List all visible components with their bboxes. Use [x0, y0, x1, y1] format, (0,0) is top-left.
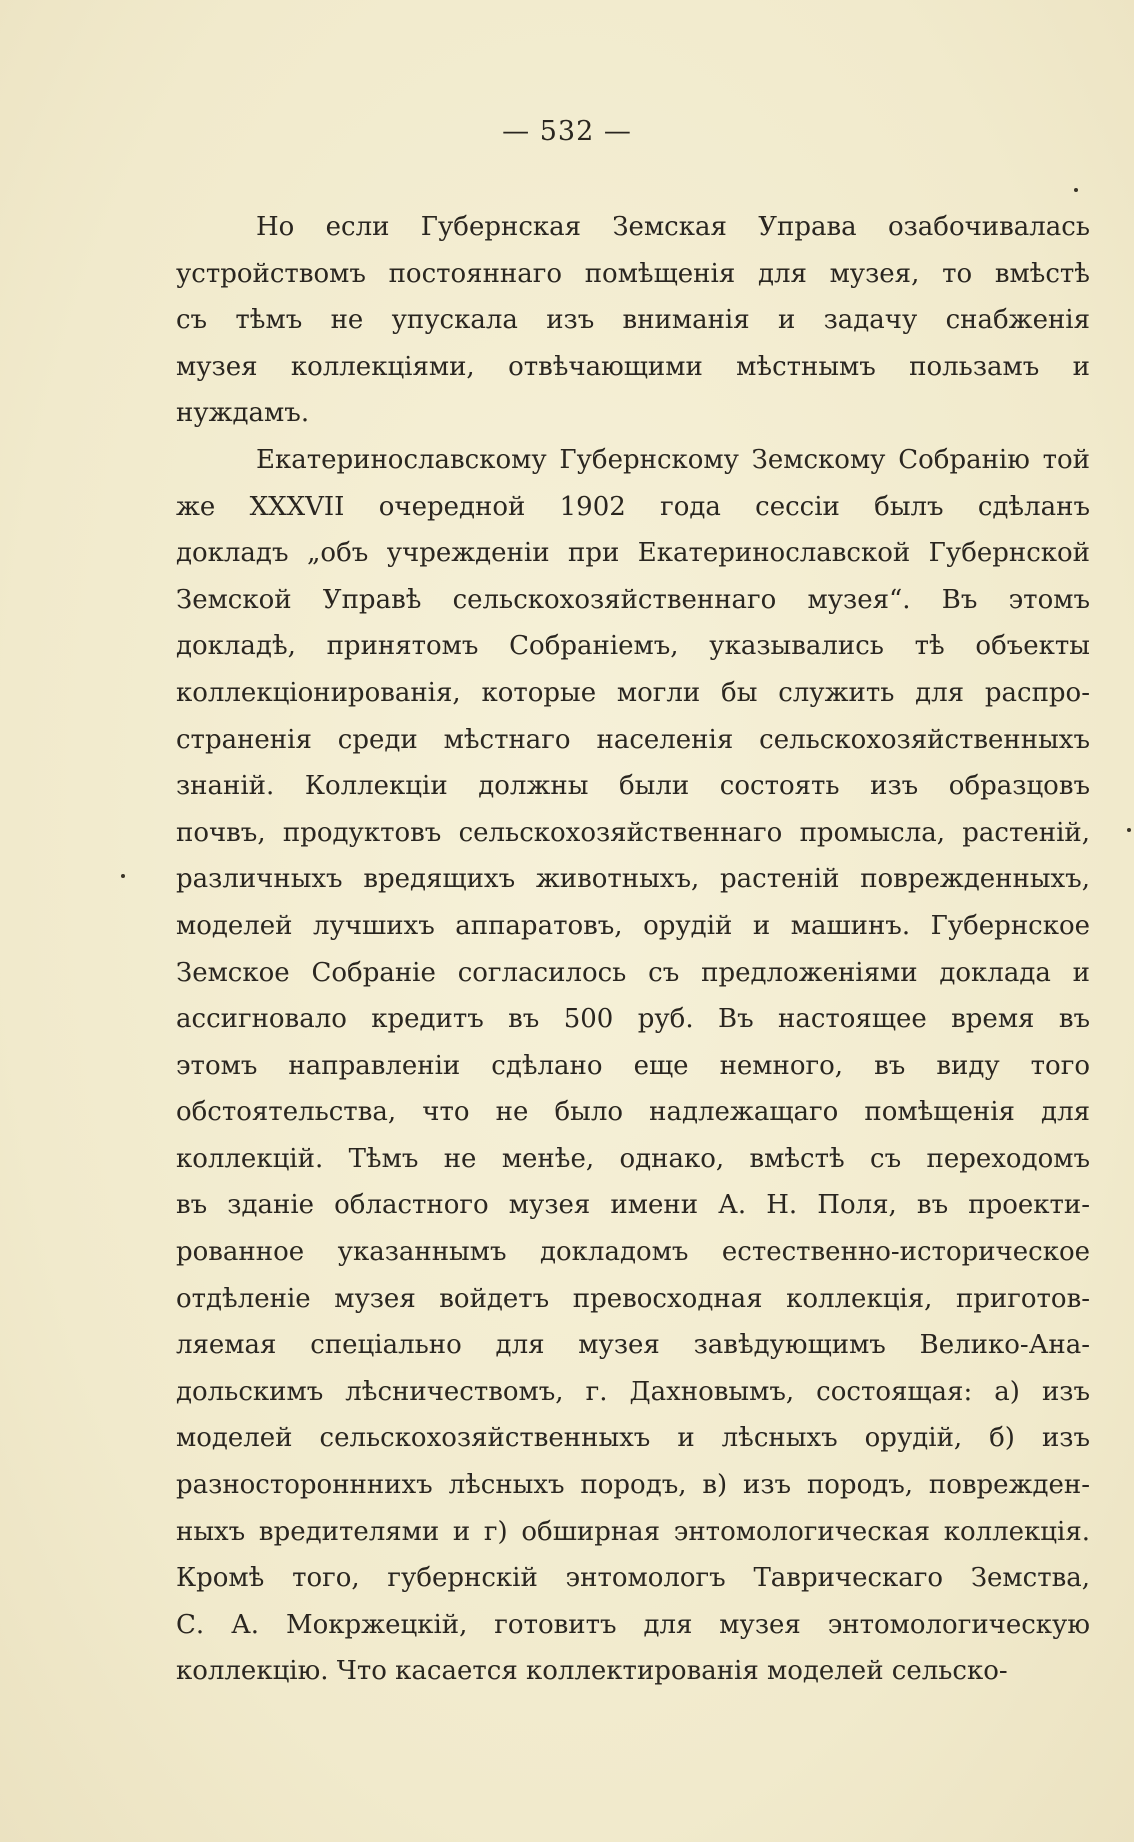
text-line: музея коллекціями, отвѣчающими мѣстнымъ пользамъ и	[176, 351, 1090, 382]
text-line: съ тѣмъ не упускала изъ вниманія и задачу снабженія	[176, 305, 1090, 336]
text-line: ныхъ вредителями и г) обширная энтомологическая коллекція.	[176, 1516, 1090, 1547]
text-line: обстоятельства, что не было надлежащаго помѣщенія для	[176, 1097, 1090, 1128]
text-line: различныхъ вредящихъ животныхъ, растеній поврежденныхъ,	[176, 864, 1090, 895]
ink-speck	[1127, 828, 1131, 832]
text-line: Земское Собраніе согласилось съ предложеніями доклада и	[176, 957, 1090, 988]
text-line: докладъ „объ учрежденіи при Екатеринославской Губернской	[176, 538, 1090, 569]
text-line: устройствомъ постояннаго помѣщенія для музея, то вмѣстѣ	[176, 258, 1090, 289]
ink-speck	[121, 874, 125, 878]
page-body	[176, 204, 1090, 1695]
text-line: Но если Губернская Земская Управа озабочивалась	[256, 212, 1090, 242]
text-line: С. А. Мокржецкій, готовитъ для музея энтомологическую	[176, 1609, 1090, 1640]
text-line: же XXXVII очередной 1902 года сессіи былъ сдѣланъ	[176, 491, 1090, 522]
text-line: моделей лучшихъ аппаратовъ, орудій и машинъ. Губернское	[176, 910, 1090, 941]
text-line: дольскимъ лѣсничествомъ, г. Дахновымъ, состоящая: а) изъ	[176, 1376, 1090, 1407]
text-line: нуждамъ.	[176, 398, 310, 429]
text-line: Екатеринославскому Губернскому Земскому Собранію той	[256, 444, 1090, 475]
page-number: — 532 —	[502, 116, 632, 147]
text-line: моделей сельскохозяйственныхъ и лѣсныхъ орудій, б) изъ	[176, 1423, 1090, 1454]
text-line: отдѣленіе музея войдетъ превосходная коллекція, приготов-	[176, 1283, 1090, 1314]
text-line: Кромѣ того, губернскій энтомологъ Таврическаго Земства,	[176, 1563, 1090, 1594]
text-line: въ зданіе областного музея имени А. Н. Поля, въ проекти-	[176, 1190, 1090, 1221]
text-line: ассигновало кредитъ въ 500 руб. Въ настоящее время въ	[176, 1004, 1090, 1035]
text-line: коллекцій. Тѣмъ не менѣе, однако, вмѣстѣ съ переходомъ	[176, 1143, 1090, 1174]
text-line: коллекціонированія, которые могли бы служить для распро-	[176, 677, 1090, 708]
text-line: знаній. Коллекціи должны были состоять изъ образцовъ	[176, 771, 1090, 802]
paragraph	[176, 204, 1090, 437]
text-line: ляемая спеціально для музея завѣдующимъ Велико-Ана-	[176, 1330, 1090, 1361]
text-line: коллекцію. Что касается коллектированія моделей сельско-	[176, 1656, 1008, 1687]
text-line: докладѣ, принятомъ Собраніемъ, указывались тѣ объекты	[176, 631, 1090, 662]
text-line: почвъ, продуктовъ сельскохозяйственнаго промысла, растеній,	[176, 817, 1090, 848]
paragraph	[176, 437, 1090, 1695]
text-line: страненія среди мѣстнаго населенія сельскохозяйственныхъ	[176, 724, 1090, 755]
text-line: Земской Управѣ сельскохозяйственнаго музея“. Въ этомъ	[176, 584, 1090, 615]
text-line: этомъ направленіи сдѣлано еще немного, въ виду того	[176, 1050, 1090, 1081]
text-line: рованное указаннымъ докладомъ естественно-историческое	[176, 1237, 1090, 1268]
text-line: разносторонннихъ лѣсныхъ породъ, в) изъ породъ, поврежден-	[176, 1470, 1090, 1501]
ink-speck	[1074, 188, 1078, 192]
